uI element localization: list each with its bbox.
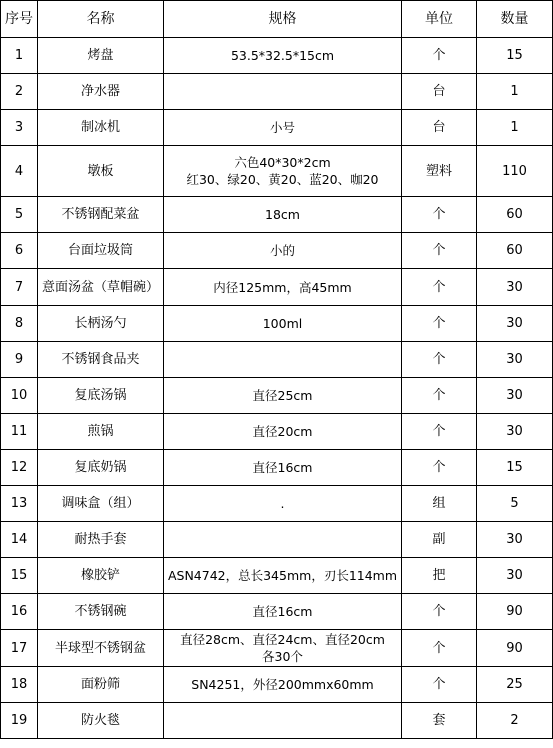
cell-qty: 25 (477, 667, 553, 703)
table-row (1, 522, 553, 558)
header-unit: 单位 (402, 1, 477, 38)
cell-name: 半球型不锈钢盆 (38, 630, 164, 667)
cell-spec (164, 378, 402, 414)
header-name: 名称 (38, 1, 164, 38)
cell-name: 长柄汤勺 (38, 306, 164, 342)
cell-unit: 个 (402, 233, 477, 269)
spec-line: 直径28cm、直径24cm、直径20cm (180, 632, 385, 647)
cell-spec (164, 110, 402, 146)
cell-name: 不锈钢食品夹 (38, 342, 164, 378)
cell-spec (164, 594, 402, 630)
cell-no: 19 (1, 703, 38, 739)
cell-spec (164, 450, 402, 486)
table-row (1, 703, 553, 739)
cell-qty: 60 (477, 233, 553, 269)
cell-unit: 个 (402, 306, 477, 342)
cell-spec (164, 38, 402, 74)
spec-line: SN4251，外径200mmx60mm (191, 677, 374, 692)
cell-unit: 个 (402, 38, 477, 74)
cell-unit: 个 (402, 269, 477, 306)
cell-no: 8 (1, 306, 38, 342)
cell-no: 13 (1, 486, 38, 522)
cell-name: 复底奶锅 (38, 450, 164, 486)
cell-unit: 个 (402, 594, 477, 630)
spec-line: ASN4742，总长345mm，刃长114mm (167, 568, 398, 583)
table-row (1, 414, 553, 450)
cell-spec (164, 486, 402, 522)
cell-no: 3 (1, 110, 38, 146)
cell-no: 17 (1, 630, 38, 667)
header-no: 序号 (1, 1, 38, 38)
cell-no: 4 (1, 146, 38, 197)
cell-name: 不锈钢配菜盆 (38, 197, 164, 233)
cell-no: 10 (1, 378, 38, 414)
cell-unit: 个 (402, 667, 477, 703)
cell-qty: 30 (477, 522, 553, 558)
cell-name: 防火毯 (38, 703, 164, 739)
table-row (1, 197, 553, 233)
table-row (1, 558, 553, 594)
cell-qty: 15 (477, 38, 553, 74)
table-row (1, 38, 553, 74)
cell-name: 净水器 (38, 74, 164, 110)
spec-line: . (280, 496, 285, 511)
table-row (1, 378, 553, 414)
table-row (1, 110, 553, 146)
cell-spec (164, 558, 402, 594)
cell-unit: 套 (402, 703, 477, 739)
header-row (1, 1, 553, 38)
table-row (1, 306, 553, 342)
cell-qty: 30 (477, 306, 553, 342)
cell-unit: 个 (402, 450, 477, 486)
cell-unit: 把 (402, 558, 477, 594)
table-row (1, 233, 553, 269)
cell-qty: 1 (477, 110, 553, 146)
spec-line: 小号 (269, 120, 295, 135)
cell-spec (164, 522, 402, 558)
table-row (1, 486, 553, 522)
spec-line: 各30个 (262, 649, 303, 664)
cell-no: 1 (1, 38, 38, 74)
table-row (1, 594, 553, 630)
cell-qty: 2 (477, 703, 553, 739)
spec-line: 直径16cm (252, 604, 313, 619)
spec-line: 直径25cm (252, 388, 313, 403)
spec-line: 内径125mm，高45mm (213, 279, 352, 295)
cell-spec (164, 306, 402, 342)
cell-unit: 个 (402, 378, 477, 414)
cell-name: 调味盒（组） (38, 486, 164, 522)
cell-no: 9 (1, 342, 38, 378)
spec-line: 18cm (265, 207, 300, 222)
cell-spec (164, 197, 402, 233)
cell-no: 11 (1, 414, 38, 450)
header-spec: 规格 (164, 1, 402, 38)
cell-no: 12 (1, 450, 38, 486)
cell-qty: 30 (477, 342, 553, 378)
cell-name: 复底汤锅 (38, 378, 164, 414)
cell-no: 14 (1, 522, 38, 558)
spec-line: 直径20cm (252, 424, 313, 439)
cell-spec (164, 233, 402, 269)
cell-spec (164, 414, 402, 450)
cell-unit: 个 (402, 342, 477, 378)
cell-qty: 30 (477, 269, 553, 306)
cell-qty: 90 (477, 594, 553, 630)
cell-no: 15 (1, 558, 38, 594)
table-row (1, 74, 553, 110)
cell-spec (164, 342, 402, 378)
spec-line: 六色40*30*2cm (234, 155, 331, 170)
table-row (1, 667, 553, 703)
cell-qty: 110 (477, 146, 553, 197)
spec-line: 红30、绿20、黄20、蓝20、咖20 (186, 172, 379, 187)
cell-name: 面粉筛 (38, 667, 164, 703)
cell-name: 耐热手套 (38, 522, 164, 558)
cell-name: 意面汤盆（草帽碗） (38, 269, 164, 306)
cell-unit: 个 (402, 197, 477, 233)
header-qty: 数量 (477, 1, 553, 38)
cell-name: 台面垃圾筒 (38, 233, 164, 269)
cell-name: 墩板 (38, 146, 164, 197)
cell-no: 7 (1, 269, 38, 306)
cell-no: 5 (1, 197, 38, 233)
cell-spec (164, 703, 402, 739)
cell-spec (164, 667, 402, 703)
table-row (1, 146, 553, 197)
cell-qty: 90 (477, 630, 553, 667)
cell-qty: 30 (477, 378, 553, 414)
cell-unit: 塑料 (402, 146, 477, 197)
cell-unit: 台 (402, 74, 477, 110)
table-row (1, 342, 553, 378)
table-row (1, 269, 553, 306)
cell-qty: 15 (477, 450, 553, 486)
cell-no: 6 (1, 233, 38, 269)
cell-spec (164, 630, 402, 667)
cell-unit: 台 (402, 110, 477, 146)
table-body (1, 38, 553, 739)
cell-name: 橡胶铲 (38, 558, 164, 594)
cell-name: 烤盘 (38, 38, 164, 74)
spec-line: 53.5*32.5*15cm (230, 48, 335, 63)
cell-no: 18 (1, 667, 38, 703)
cell-spec (164, 146, 402, 197)
table-row (1, 630, 553, 667)
spec-line: 直径16cm (252, 460, 313, 475)
cell-unit: 副 (402, 522, 477, 558)
cell-unit: 个 (402, 630, 477, 667)
cell-name: 制冰机 (38, 110, 164, 146)
cell-qty: 30 (477, 558, 553, 594)
cell-unit: 组 (402, 486, 477, 522)
cell-spec (164, 269, 402, 306)
spec-line: 100ml (262, 316, 303, 331)
cell-qty: 1 (477, 74, 553, 110)
cell-no: 2 (1, 74, 38, 110)
cell-qty: 30 (477, 414, 553, 450)
cell-no: 16 (1, 594, 38, 630)
cell-qty: 60 (477, 197, 553, 233)
table-row (1, 450, 553, 486)
cell-qty: 5 (477, 486, 553, 522)
cell-spec (164, 74, 402, 110)
cell-name: 煎锅 (38, 414, 164, 450)
spec-line: 小的 (269, 243, 295, 258)
cell-unit: 个 (402, 414, 477, 450)
cell-name: 不锈钢碗 (38, 594, 164, 630)
